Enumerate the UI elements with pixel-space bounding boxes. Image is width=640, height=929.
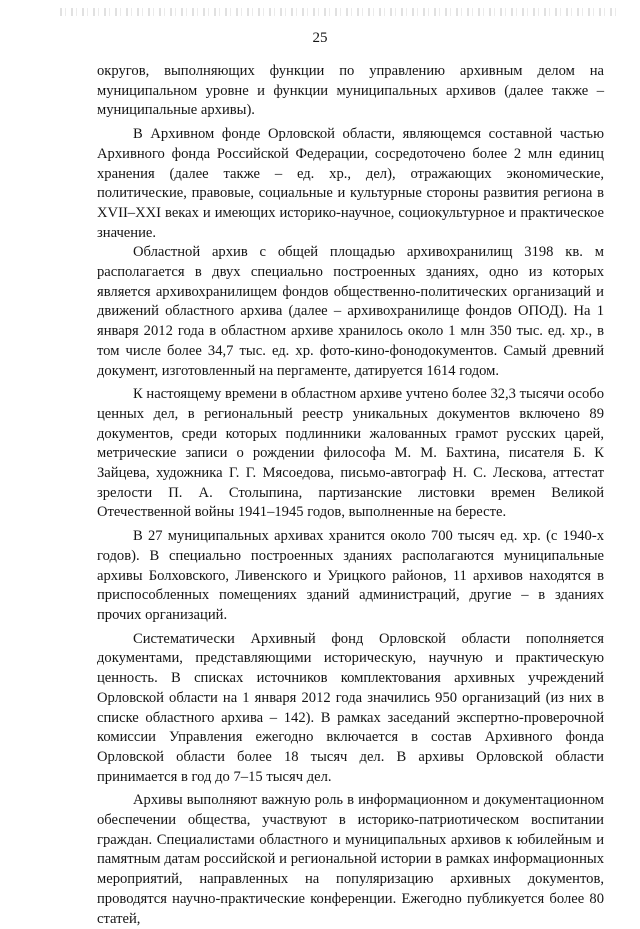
scan-artifact — [60, 8, 620, 16]
paragraph: В Архивном фонде Орловской области, являющемся составной частью Архивного фонда Российской Федерации, сосредоточено более 2 млн единиц хранения (далее также – ед. хр., дел), отражающих экономические, политические, правовые, социальные и культурные стороны развития региона в XVII–XXI веках и имеющих историко-научное, социокультурное и практическое значение. — [97, 126, 604, 241]
paragraph: К настоящему времени в областном архиве учтено более 32,3 тысячи особо ценных дел, в региональный реестр уникальных документов включено 89 документов, среди которых подлинники жалованных грамот русских царей, метрические записи о рождении философа М. М. Бахтина, писателя Б. К Зайцева, художника Г. Г. Мясоедова, письмо-автограф Н. С. Лескова, аттестат зрелости П. А. Столыпина, партизанские листовки времен Великой Отечественной войны 1941–1945 годов, выполненные на бересте. — [97, 386, 604, 521]
paragraph: В 27 муниципальных архивах хранится около 700 тысяч ед. хр. (с 1940-х годов). В специально построенных зданиях располагаются муниципальные архивы Болховского, Ливенского и Урицкого районов, 11 архивов находятся в приспособленных помещениях зданий администраций, другие – в зданиях прочих организаций. — [97, 528, 604, 623]
paragraph: Областной архив с общей площадью архивохранилищ 3198 кв. м располагается в двух специально построенных зданиях, одно из которых является архивохранилищем фондов общественно-политических организаций и движений областного архива (далее – архивохранилище фондов ОПОД). На 1 января 2012 года в областном архиве хранилось около 1 млн 350 тыс. ед. хр., в том числе более 34,7 тыс. ед. хр. фото-кино-фонодокументов. Самый древний документ, изготовленный на пергаменте, датируется 1614 годом. — [97, 244, 604, 379]
paragraph: округов, выполняющих функции по управлению архивным делом на муниципальном уровне и функции муниципальных архивов (далее также – муниципальные архивы). — [97, 63, 604, 119]
paragraph: Архивы выполняют важную роль в информационном и документационном обеспечении общества, участвуют в историко-патриотическом воспитании граждан. Специалистами областного и муниципальных архивов к юбилейным и памятным датам российской и региональной истории в рамках информационных мероприятий, направленных на популяризацию архивных документов, проводятся научно-практические конференции. Ежегодно публикуется более 80 статей, — [97, 792, 604, 927]
paragraph: Систематически Архивный фонд Орловской области пополняется документами, представляющими историческую, научную и практическую ценность. В списках источников комплектования архивных учреждений Орловской области на 1 января 2012 года значились 950 организаций (из них в списке областного архива – 142). В рамках заседаний экспертно-проверочной комиссии Управления ежегодно включается в состав Архивного фонда Орловской области более 18 тысяч дел. В архивы Орловской области принимается в год до 7–15 тысяч дел. — [97, 630, 604, 785]
page-number: 25 — [312, 30, 328, 46]
document-body — [97, 62, 604, 929]
